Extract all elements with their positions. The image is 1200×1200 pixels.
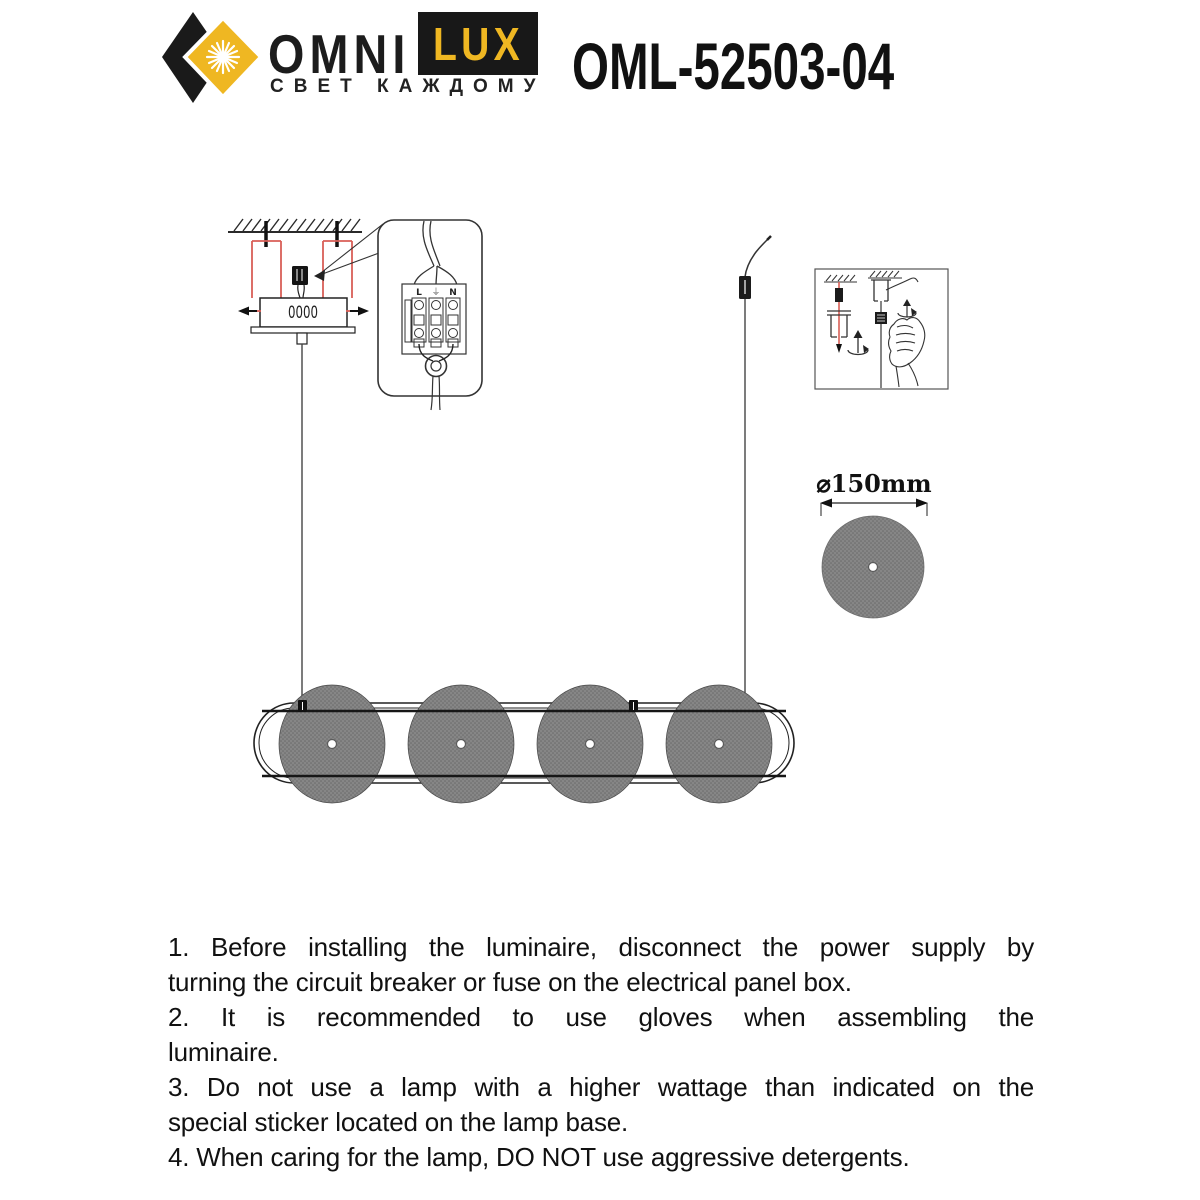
diameter-dimension: [816, 469, 931, 516]
instruction-line: luminaire.: [168, 1037, 279, 1067]
mounting-bracket-left: [252, 241, 281, 298]
slide-arrow-right: [346, 307, 369, 316]
canopy: [251, 298, 355, 344]
dimension-label: ⌀150mm: [816, 469, 932, 498]
shade-center-hole: [869, 563, 878, 572]
terminal-block-icon: [292, 266, 308, 298]
terminal-label-live: L: [416, 288, 422, 298]
brand-tagline: СВЕТ КАЖДОМУ: [270, 76, 546, 97]
shade-spec-circle: [822, 516, 924, 618]
pendant-fixture: [254, 685, 794, 803]
ceiling-hatch: [234, 219, 360, 231]
terminal-label-neutral: N: [449, 288, 457, 298]
mounting-bracket-right: [323, 241, 352, 298]
instruction-line: 3. Do not use a lamp with a higher wattage than indicated on the: [168, 1072, 1034, 1102]
instruction-line: 4. When caring for the lamp, DO NOT use aggressive detergents.: [168, 1142, 910, 1172]
model-number: OML-52503-04: [572, 29, 895, 103]
terminal-label-earth: ⏚: [431, 288, 441, 298]
ceiling-mount-diagram: [228, 219, 369, 704]
instruction-line: special sticker located on the lamp base.: [168, 1107, 629, 1137]
slide-arrow-left: [238, 307, 261, 316]
suspension-cable-right: [739, 236, 771, 706]
disk-center-hole: [586, 740, 595, 749]
instruction-line: 2. It is recommended to use gloves when assembling the: [168, 1002, 1034, 1032]
disk-center-hole: [457, 740, 466, 749]
height-adjustment-detail: [815, 269, 948, 389]
canopy-holes-label: 0000: [288, 303, 318, 323]
cable-clip: [298, 700, 307, 712]
cable-clip: [629, 700, 638, 712]
instruction-text-block: [168, 930, 1034, 1175]
cable-tail: [745, 240, 767, 277]
brand-word-lux: LUX: [432, 17, 524, 70]
instruction-line: 1. Before installing the luminaire, disconnect the power supply by: [168, 932, 1034, 962]
instruction-line: turning the circuit breaker or fuse on the electrical panel box.: [168, 967, 852, 997]
disk-center-hole: [715, 740, 724, 749]
disk-center-hole: [328, 740, 337, 749]
brand-word-omni: OMNI: [268, 23, 411, 85]
